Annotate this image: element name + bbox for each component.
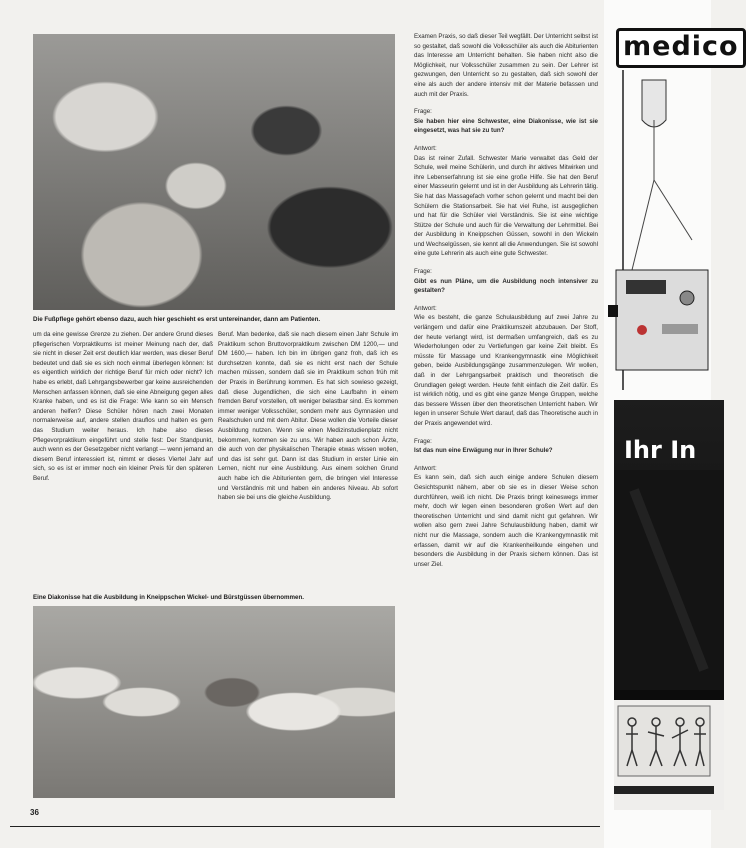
infusion-device-illustration — [612, 70, 712, 390]
ad-headline: Ihr In — [624, 436, 697, 464]
question-label: Frage: — [414, 108, 432, 116]
col1-paragraph: um da eine gewisse Grenze zu ziehen. Der andere Grund dieses pflegerischen Vorpraktikums ist meiner Meinung nach der, daß sie nicht in dieser Zeit erst deutlich klar werden, was dieser Beruf bedeutet und daß sie es sich noch einmal überlegen können: Ist es eigentlich wirklich der richtige Beruf für mich oder nicht? Ich habe es erlebt, daß Lehrgangsbewerber gar keine ausreichenden Menschen anfassen können, daß sie eine Abneigung gegen alles Kranke haben, und es ist die Frage: Wie kann so ein Mensch anderen helfen? Diese Schüler hören nach zwei Monaten normalerweise auf, andere stellen drauflos und halten es gern das Studium weiter heraus. Ich habe also dieses Pflegevorpraktikum eingeführt und stelle fest: Der Standpunkt, auch wenn es der Gesetzgeber nicht verlangt — wenn jemand an diesem Beruf interessiert ist, nimmt er dieses Viertel Jahr auf sich, so es ist er immer noch ein kleiner Preis für den späteren Beruf. — [33, 331, 213, 482]
question-text: Sie haben hier eine Schwester, eine Diakonisse, wie ist sie eingesetzt, was hat sie zu tun? — [414, 117, 598, 135]
question-label: Frage: — [414, 268, 432, 276]
col2-paragraph: Beruf. Man bedenke, daß sie nach diesem einen Jahr Schule im Praktikum schon Bruttovorpraktikum zwischen DM 1200,— und DM 1600,— haben. Ich bin im übrigen ganz froh, daß ich es durchsetzen konnte, daß sie es nicht erst nach der Schule machen müssen, sondern daß sie im Praktikum schon früh mit der Praxis in Berührung kommen. Es hat sich sowieso gezeigt, daß diese Jugendlichen, die sich eine Laufbahn in einem fremden Beruf vorstellen, oft weniger belastbar sind. Es kommen immer weniger Volksschüler, sondern mehr aus Gymnasien und Realschulen und mit dem Abitur. Diese wollen die Vorteile dieser Ausbildung nutzen. Wenn sie einen Medizinstudienplatz nicht bekommen, kommen sie zu uns. Wir haben auch schon Ärzte, die auch von der physikalischen Therapie etwas wissen wollen, und das ist sehr gut. Dann ist das Studium in erster Linie ein Lernen, nicht nur eine Ausbildung. Aus einem solchen Grund auch habe ich die Abiturienten gern, die bringen viel Interesse und Verständnis mit und haben ein anderes Niveau. Ab sofort haben sie bei uns die gleiche Ausbildung. — [218, 331, 398, 502]
answer-label: Antwort: — [414, 144, 437, 152]
answer-label: Antwort: — [414, 464, 437, 472]
question-text: Ist das nun eine Erwägung nur in Ihrer Schule? — [414, 447, 553, 455]
answer-label: Antwort: — [414, 304, 437, 312]
foot-care-photo — [33, 34, 395, 310]
col3-text: Examen Praxis, so daß dieser Teil wegfällt. Der Unterricht selbst ist so gestaltet, daß sowohl die Volksschüler als auch die Abiturienten das Interesse am Unterricht behalten. Sie haben nicht also die Möglichkeit, nur Volksschüler zusammen zu sein. Der Lehrer ist gezwungen, den Unterricht so zu gestalten, daß sich sowohl der eine als auch der andere intensiv mit der Materie befassen und auch mit der Praxis. — [414, 33, 598, 98]
answer-text: Das ist reiner Zufall. Schwester Marie verwaltet das Geld der Schule, weil meine Schülerin, und durch ihr aktives Mitwirken und ihre Lebenserfahrung ist sie eine große Hilfe. Sie hat den Beruf einer Masseurin gelernt und ist in der Ausbildung als Lehrerin tätig. Sie hat das Massagefach vorher schon gelernt und macht bei den Schülern die Stationsarbeit. Sie hat viel Ruhe, ist ausgeglichen und hat für die Schüler viel Verständnis. Sie ist eine wichtige Stütze der Schule und auch für die Verwaltung der Lehrmittel. Bei der Ausbildung in Kneippschen Güssen, sowohl in den Wickeln und Wechselgüssen, sie kennt all die Anwendungen. Sie ist sowohl eine gute Lehrerin als auch eine gute Schwester. — [414, 154, 598, 258]
ad-dark-panel — [614, 400, 724, 700]
answer-text: Es kann sein, daß sich auch einige andere Schulen diesem Gesichtspunkt nähern, aber ob sie es in dieser Weise schon durchführen, weiß ich nicht. Die Praxis bringt keineswegs immer mehr, doch wir legen einen besonderen großen Wert auf den theoretischen Unterricht und sind damit nicht gut gefahren. Wir wollen also gern zwei Jahre Schulausbildung haben, damit wir nicht nur die Massage, sondern auch die Krankengymnastik mit erfassen, damit wir auf die Krankenheilkunde eingehen und besonders die Ausbildung in der Praxis sichern können. Das ist unser Ziel. — [414, 474, 598, 568]
medical-advertisement — [604, 0, 739, 848]
article-column-1 — [33, 330, 213, 582]
diakonisse-training-photo — [33, 606, 395, 798]
ad-figures-panel — [614, 700, 724, 810]
question-label: Frage: — [414, 437, 432, 445]
ad-dark-graphic — [614, 470, 724, 690]
page-number: 36 — [30, 808, 39, 817]
ad-brand-logo: medico — [616, 28, 746, 68]
middle-photo-caption: Eine Diakonisse hat die Ausbildung in Kneippschen Wickel- und Bürstgüssen übernommen. — [33, 594, 304, 601]
article-column-2 — [218, 330, 398, 582]
article-column-3 — [414, 32, 598, 802]
ad-figures-illustration — [614, 700, 714, 800]
answer-text: Wie es besteht, die ganze Schulausbildung auf zwei Jahre zu verlängern und dafür eine Praktikumszeit abzubauen. Der Stoff, der heute verlangt wird, ist dermaßen umfangreich, daß es zu Wiederholungen oder zu Vertiefungen gar keine Zeit bleibt. Es müsste für Massage und Krankengymnastik eine Möglichkeit geben, beide Ausbildungsgänge zusammenzulegen. Wir wollen, daß in der Lehrgangsarbeit praktisch und theoretisch die Grundlagen gelegt werden. Heute fehlt einfach die Zeit dafür. Es ist wirklich nötig, und es gibt eine ganze Menge Gruppen, welche das bessere Wissen über den theoretischen Unterricht haben. Wir legen in unserer Schule Wert darauf, daß das Theoretische auch in der Praxis angewendet wird. — [414, 314, 598, 427]
top-photo-caption: Die Fußpflege gehört ebenso dazu, auch hier geschieht es erst untereinander, dann am Patienten. — [33, 316, 321, 323]
bottom-rule — [10, 826, 600, 827]
question-text: Gibt es nun Pläne, um die Ausbildung noch intensiver zu gestalten? — [414, 277, 598, 295]
